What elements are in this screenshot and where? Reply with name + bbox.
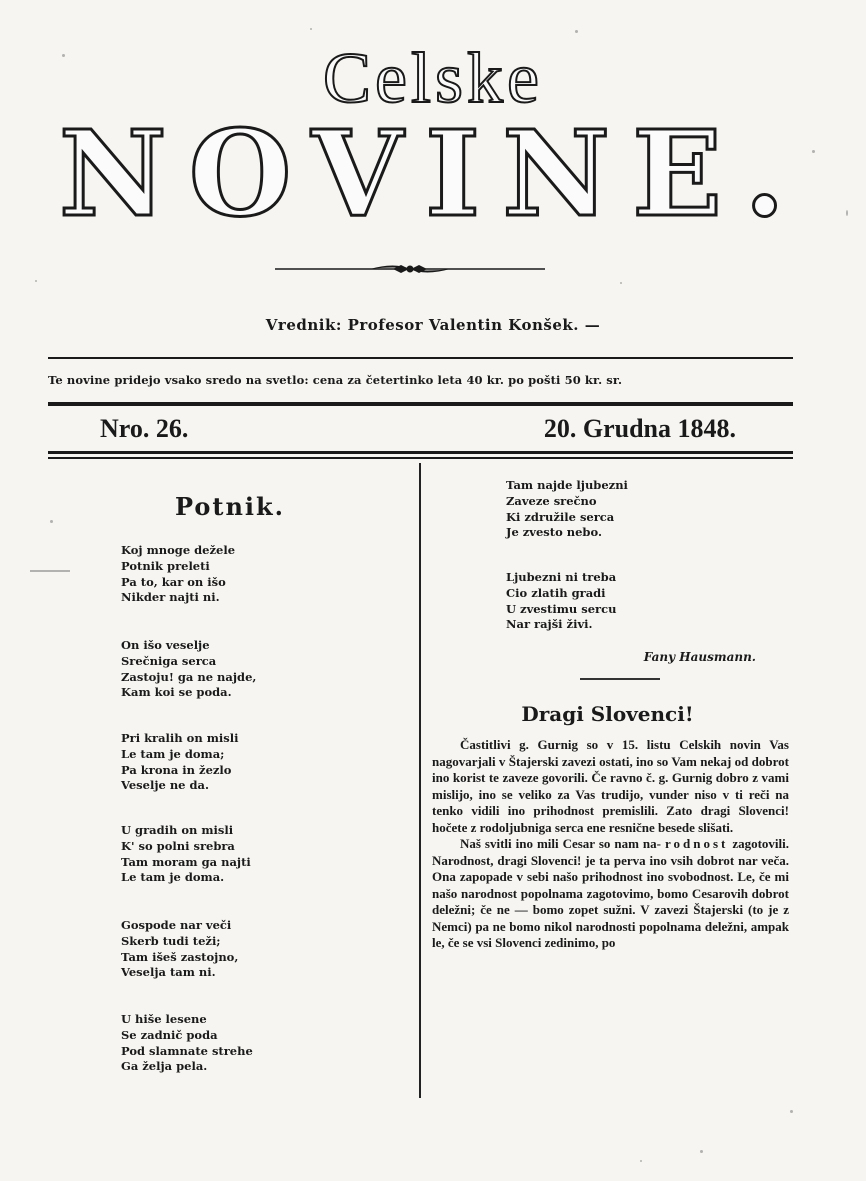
article-paragraph: Častitlivi g. Gurnig so v 15. listu Celskih novin Vas nagovarjali v Štajerski zavezi ostati, ino so Vam nekaj od dobrot ino korist te zaveze govorili. Če ravno č. g. Gurnig dobro z vami mislijo, ino se veliko za Vas trudijo, vunder niso v ti reči na tenko vidili ino prihodnost premislili. Zato dragi Slovenci! hočete z rodoljubniga serca ene resnične besede slišati. xyxy=(432,737,789,835)
poem-line: Nikder najti ni. xyxy=(121,590,220,605)
speckle xyxy=(620,282,622,284)
poem-line: Pod slamnate strehe xyxy=(121,1043,253,1058)
speckle xyxy=(50,520,53,523)
editor-line: Vrednik: Profesor Valentin Konšek. — xyxy=(265,316,601,334)
speckle xyxy=(700,1150,703,1153)
poem-stanza xyxy=(121,823,251,886)
poem-line: U gradih on misli xyxy=(121,823,234,837)
article-emphasis: rodnost xyxy=(664,836,729,851)
poem-line: Pa krona in žezlo xyxy=(121,762,232,777)
poem-line: Ljubezni ni treba xyxy=(506,570,617,584)
poem-line: Ga želja pela. xyxy=(121,1059,208,1074)
poem-line: Nar rajši živi. xyxy=(506,617,593,632)
poem-line: Se zadnič poda xyxy=(121,1027,218,1042)
article-title: Dragi Slovenci! xyxy=(521,702,694,726)
poem-stanza xyxy=(121,918,238,981)
rule-divider xyxy=(48,457,793,459)
poem-stanza xyxy=(121,638,256,701)
masthead-title-main: NOVINE. xyxy=(58,104,808,243)
speckle xyxy=(640,1160,642,1162)
poem-line: Veselja tam ni. xyxy=(121,965,216,980)
poem-line: Tam moram ga najti xyxy=(121,854,251,869)
poem-author: Fany Hausmann. xyxy=(643,650,756,664)
rule-divider xyxy=(48,357,793,359)
poem-line: Pa to, kar on išo xyxy=(121,574,226,589)
poem-stanza xyxy=(121,731,238,794)
poem-line: U hiše lesene xyxy=(121,1012,207,1026)
article-text: zagotovili. Narodnost, dragi Slovenci! je ta perva ino vsih dobrot nar veča. Ona zapopade v sebi našo prihodnost ino svobodnost. Le, če mi našo narodnost popolnama zagotovimo, bomo Cesarovih dobrot deležni; če ne — bomo zopet sužni. V zavezi Štajerski (to je z Nemci) pa ne bomo nikol narodnosti popolnama deležni, ampak le, če se vsi Slovenci zedinimo, po xyxy=(432,836,790,950)
column-divider xyxy=(419,463,421,1098)
poem-line: Ki združile serca xyxy=(506,509,615,524)
poem-line: Le tam je doma; xyxy=(121,746,225,761)
poem-line: Tam najde ljubezni xyxy=(506,478,628,492)
poem-line: Pri kralih on misli xyxy=(121,731,239,745)
masthead-ornament-icon xyxy=(275,258,545,280)
poem-title: Potnik. xyxy=(174,492,286,521)
poem-line: Zaveze srečno xyxy=(506,493,597,508)
poem-line: Cio zlatih gradi xyxy=(506,585,606,600)
poem-line: Koj mnoge dežele xyxy=(121,543,236,557)
poem-line: Le tam je doma. xyxy=(121,870,225,885)
poem-line: Tam išeš zastojno, xyxy=(121,949,239,964)
publication-notice: Te novine pridejo vsako sredo na svetlo: cena za četertinko leta 40 kr. po pošti 50 kr. sr. xyxy=(48,373,623,387)
poem-stanza xyxy=(506,478,628,541)
issue-date: 20. Grudna 1848. xyxy=(543,414,736,443)
rule-divider xyxy=(48,402,793,406)
speckle xyxy=(310,28,312,30)
poem-line: U zvestimu sercu xyxy=(506,601,617,616)
poem-line: Potnik preleti xyxy=(121,558,210,573)
masthead-title-top: Celske xyxy=(323,38,543,118)
poem-line: Je zvesto nebo. xyxy=(506,525,602,540)
article-paragraph xyxy=(432,836,789,952)
poem-line: On išo veselje xyxy=(121,638,210,652)
speckle xyxy=(575,30,578,33)
article-body xyxy=(432,737,789,952)
article-text: Naš svitli ino mili Cesar so nam na- xyxy=(460,836,661,851)
section-divider xyxy=(580,678,660,680)
speckle xyxy=(30,570,70,572)
rule-divider xyxy=(48,451,793,454)
poem-stanza xyxy=(121,543,235,606)
poem-line: Skerb tudi teži; xyxy=(121,933,221,948)
poem-line: Gospode nar veči xyxy=(121,918,232,932)
poem-line: Veselje ne da. xyxy=(121,778,210,793)
poem-stanza xyxy=(506,570,616,633)
poem-line: K' so polni srebra xyxy=(121,838,235,853)
poem-stanza xyxy=(121,1012,253,1075)
speckle xyxy=(35,280,37,282)
poem-line: Kam koi se poda. xyxy=(121,685,232,700)
issue-number: Nro. 26. xyxy=(100,414,189,443)
poem-line: Srečniga serca xyxy=(121,653,217,668)
poem-line: Zastoju! ga ne najde, xyxy=(121,669,257,684)
speckle xyxy=(790,1110,793,1113)
